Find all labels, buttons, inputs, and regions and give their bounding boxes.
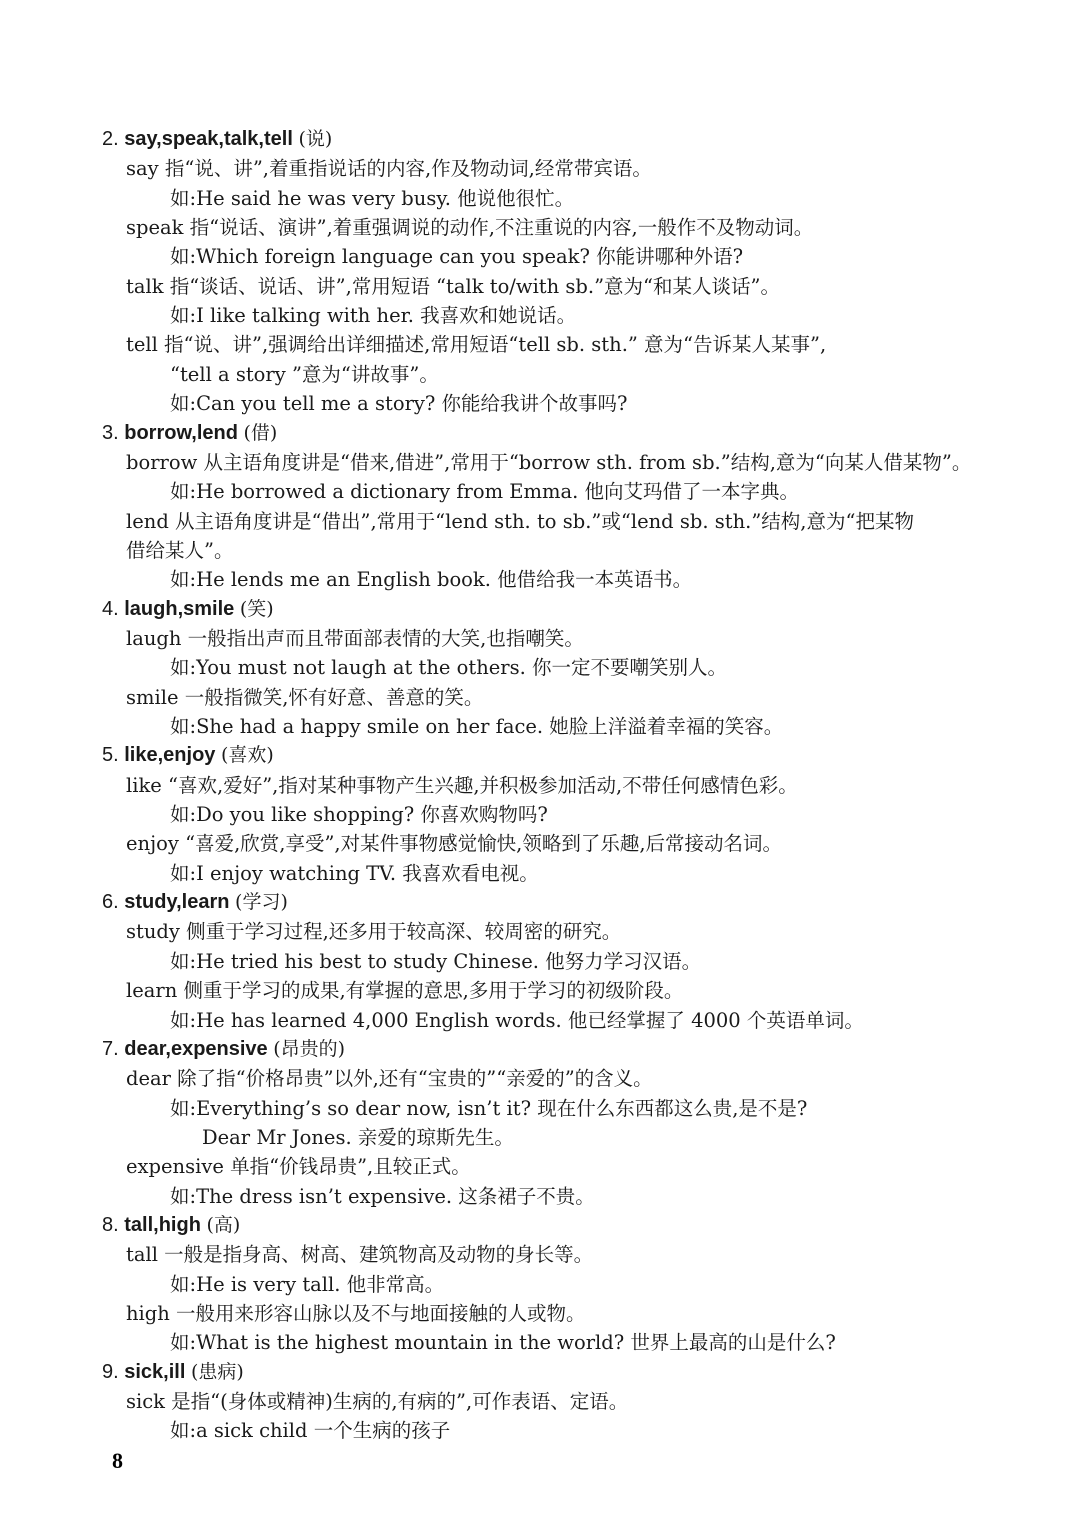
definition-line: talk 指“谈话、说话、讲”,常用短语 “talk to/with sb.”意为“和某人谈话”。 [126,274,780,298]
section-heading [102,741,274,770]
section-heading [102,419,277,448]
section-gloss: (患病) [190,1360,244,1383]
section-number: 4. [102,597,125,620]
example-line: 如:She had a happy smile on her face. 她脸上洋溢着幸福的笑容。 [170,715,784,738]
section-heading [102,888,288,917]
definition-continuation: “tell a story ”意为“讲故事”。 [170,362,439,386]
section-words: like,enjoy [124,744,221,767]
definition-line: lend 从主语角度讲是“借出”,常用于“lend sth. to sb.”或“lend sb. sth.”结构,意为“把某物 [126,509,914,533]
section-gloss: (学习) [235,891,288,914]
section-words: sick,ill [124,1360,191,1383]
example-line: 如:He is very tall. 他非常高。 [170,1272,445,1296]
example-line: 如:He lends me an English book. 他借给我一本英语书。 [170,568,693,592]
example-line: 如:What is the highest mountain in the world? 世界上最高的山是什么? [170,1331,836,1355]
definition-line: say 指“说、讲”,着重指说话的内容,作及物动词,经常带宾语。 [126,157,652,181]
section-words: say,speak,talk,tell [124,128,299,150]
section-gloss: (喜欢) [220,744,274,767]
example-line: 如:Can you tell me a story? 你能给我讲个故事吗? [170,392,628,416]
section-number: 9. [102,1360,125,1383]
example-line: 如:He borrowed a dictionary from Emma. 他向艾玛借了一本字典。 [170,480,800,504]
page-number: 8 [112,1448,123,1473]
section-heading [102,1035,345,1064]
section-words: dear,expensive [124,1037,274,1060]
definition-line: sick 是指“(身体或精神)生病的,有病的”,可作表语、定语。 [126,1390,629,1414]
section-gloss: (借) [243,421,278,444]
section-gloss: (高) [206,1213,241,1236]
section-words: tall,high [124,1213,207,1236]
section-heading [102,1358,244,1387]
section-heading [102,595,274,624]
section-gloss: (说) [298,128,333,150]
example-line: Dear Mr Jones. 亲爱的琼斯先生。 [202,1125,514,1149]
example-line: 如:He said he was very busy. 他说他很忙。 [170,186,575,210]
definition-line: tell 指“说、讲”,强调给出详细描述,常用短语“tell sb. sth.” 意为“告诉某人某事”, [126,333,827,357]
example-line: 如:You must not laugh at the others. 你一定不要嘲笑别人。 [170,656,728,680]
section-number: 6. [102,891,125,914]
section-number: 7. [102,1037,125,1060]
definition-line: dear 除了指“价格昂贵”以外,还有“宝贵的”“亲爱的”的含义。 [126,1067,653,1091]
example-line: 如:I enjoy watching TV. 我喜欢看电视。 [170,861,539,885]
section-number: 8. [102,1213,125,1236]
example-line: 如:Everything’s so dear now, isn’t it? 现在什么东西都这么贵,是不是? [170,1096,808,1120]
section-number: 2. [102,128,125,150]
section-gloss: (笑) [239,597,274,620]
example-line: 如:I like talking with her. 我喜欢和她说话。 [170,304,577,328]
definition-line: expensive 单指“价钱昂贵”,且较正式。 [126,1155,471,1179]
example-line: 如:He tried his best to study Chinese. 他努力学习汉语。 [170,949,702,973]
definition-line: learn 侧重于学习的成果,有掌握的意思,多用于学习的初级阶段。 [126,979,684,1003]
example-line: 如:He has learned 4,000 English words. 他已经掌握了 4000 个英语单词。 [170,1008,864,1032]
definition-line: borrow 从主语角度讲是“借来,借进”,常用于“borrow sth. from sb.”结构,意为“向某人借某物”。 [126,450,972,474]
definition-line: laugh 一般指出声而且带面部表情的大笑,也指嘲笑。 [126,626,584,650]
section-words: laugh,smile [124,597,240,620]
section-gloss: (昂贵的) [273,1037,346,1060]
section-heading [102,1211,240,1240]
section-words: borrow,lend [124,421,244,444]
section-heading [102,125,332,154]
definition-line: high 一般用来形容山脉以及不与地面接触的人或物。 [126,1302,586,1325]
definition-line: tall 一般是指身高、树高、建筑物高及动物的身长等。 [126,1243,594,1267]
example-line: 如:Do you like shopping? 你喜欢购物吗? [170,803,548,827]
example-line: 如:Which foreign language can you speak? 你能讲哪种外语? [170,245,744,269]
section-number: 5. [102,744,125,767]
definition-line: study 侧重于学习过程,还多用于较高深、较周密的研究。 [126,920,622,944]
example-line: 如:a sick child 一个生病的孩子 [170,1419,451,1443]
example-line: 如:The dress isn’t expensive. 这条裙子不贵。 [170,1184,595,1208]
definition-line: 借给某人”。 [126,538,234,562]
section-number: 3. [102,421,125,444]
definition-line: speak 指“说话、演讲”,着重强调说的动作,不注重说的内容,一般作不及物动词。 [126,216,814,240]
definition-line: smile 一般指微笑,怀有好意、善意的笑。 [126,685,484,709]
definition-line: enjoy “喜爱,欣赏,享受”,对某件事物感觉愉快,领略到了乐趣,后常接动名词。 [126,832,783,856]
section-words: study,learn [124,891,236,914]
definition-line: like “喜欢,爱好”,指对某种事物产生兴趣,并积极参加活动,不带任何感情色彩。 [126,773,798,797]
